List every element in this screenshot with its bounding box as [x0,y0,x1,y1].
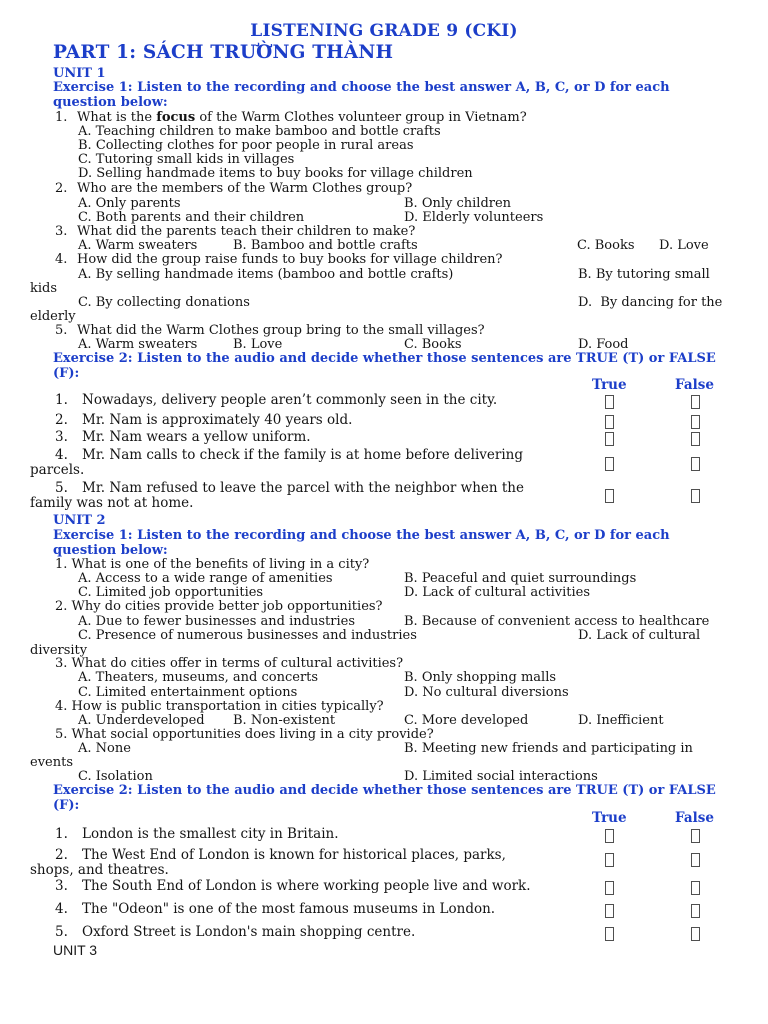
u2-q5-option-a: A. None [78,741,131,756]
u1-q5-option-d: D. Food [578,337,629,352]
u2-q3-option-d: D. No cultural diversions [404,685,569,700]
u2-tf5-true-checkbox[interactable] [605,927,614,941]
u2-tf4-number: 4. [55,901,68,917]
u1-tf3-true-checkbox[interactable] [605,432,614,446]
u1-tf4-false-checkbox[interactable] [691,457,700,471]
u1-tf4-text-line1: Mr. Nam calls to check if the family is at home before delivering [82,447,524,463]
u1-tf5-true-checkbox[interactable] [605,489,614,503]
u1-tf4-number: 4. [55,447,68,463]
u1-q1-option-a: A. Teaching children to make bamboo and bottle crafts [78,124,441,139]
unit1-heading: UNIT 1 [53,66,106,81]
u2-q5-option-b: B. Meeting new friends and participating in [404,741,693,756]
u2-ex1-heading-line2: question below: [53,543,168,558]
u1-true-column-header: True [592,377,627,393]
u2-q5-option-c: C. Isolation [78,769,153,784]
u1-tf3-number: 3. [55,429,68,445]
u1-tf5-text-line2: family was not at home. [30,495,194,511]
u2-tf2-text-line1: The West End of London is known for historical places, parks, [82,847,506,863]
u1-tf2-false-checkbox[interactable] [691,415,700,429]
u2-q2-option-b: B. Because of convenient access to healthcare [404,614,710,629]
u2-tf4-text: The "Odeon" is one of the most famous museums in London. [82,901,496,917]
u1-q3-option-c: C. Books [577,238,635,253]
u2-q2-text: 2. Why do cities provide better job opportunities? [55,599,383,614]
u1-q4-text: How did the group raise funds to buy books for village children? [77,252,503,267]
u1-tf4-true-checkbox[interactable] [605,457,614,471]
u1-q1-text-pre: What is the [77,110,157,125]
u1-ex2-heading-line2: (F): [53,366,80,381]
u2-q3-option-b: B. Only shopping malls [404,670,557,685]
u2-q4-text: 4. How is public transportation in cities typically? [55,699,384,714]
u2-true-column-header: True [592,810,627,826]
u1-q4-option-d-wrap: elderly [30,309,76,324]
u1-ex1-heading-line1: Exercise 1: Listen to the recording and choose the best answer A, B, C, or D for each [53,80,670,95]
u1-q4-option-b-wrap: kids [30,281,58,296]
part-title: PART 1: SÁCH TRƯỜNG THÀNH [53,42,394,63]
u1-q2-option-d: D. Elderly volunteers [404,210,544,225]
u1-tf5-text-line1: Mr. Nam refused to leave the parcel with the neighbor when the [82,480,524,496]
u2-tf5-number: 5. [55,924,68,940]
u2-q3-text: 3. What do cities offer in terms of cultural activities? [55,656,404,671]
u2-q2-option-a: A. Due to fewer businesses and industries [78,614,355,629]
u1-q5-number: 5. [55,323,68,338]
u2-tf2-text-line2: shops, and theatres. [30,862,169,878]
doc-title: LISTENING GRADE 9 (CKI) [250,21,518,41]
u1-q1-option-b: B. Collecting clothes for poor people in rural areas [78,138,414,153]
u1-q1-text-post: of the Warm Clothes volunteer group in Vietnam? [195,110,527,125]
u1-q1-option-c: C. Tutoring small kids in villages [78,152,295,167]
u2-tf2-number: 2. [55,847,68,863]
u1-tf1-text: Nowadays, delivery people aren’t commonly seen in the city. [82,392,498,408]
u2-q2-option-c: C. Presence of numerous businesses and industries [78,628,417,643]
u1-q4-number: 4. [55,252,68,267]
u1-ex2-heading-line1: Exercise 2: Listen to the audio and decide whether those sentences are TRUE (T) or FALSE [53,351,716,366]
u2-tf1-number: 1. [55,826,68,842]
u1-tf1-number: 1. [55,392,68,408]
u2-tf1-text: London is the smallest city in Britain. [82,826,339,842]
u1-tf2-text: Mr. Nam is approximately 40 years old. [82,412,353,428]
u2-q1-text: 1. What is one of the benefits of living in a city? [55,557,370,572]
u1-tf2-true-checkbox[interactable] [605,415,614,429]
u1-q3-number: 3. [55,224,68,239]
u1-q3-option-d: D. Love [659,238,709,253]
u1-q1-text-bold: focus [156,110,196,125]
u2-tf1-true-checkbox[interactable] [605,829,614,843]
u1-q4-option-c: C. By collecting donations [78,295,250,310]
u1-q5-text: What did the Warm Clothes group bring to the small villages? [77,323,485,338]
u2-tf5-text: Oxford Street is London's main shopping centre. [82,924,416,940]
u2-tf2-true-checkbox[interactable] [605,853,614,867]
u2-q4-option-d: D. Inefficient [578,713,664,728]
u1-q2-number: 2. [55,181,68,196]
u1-tf1-true-checkbox[interactable] [605,395,614,409]
u1-tf1-false-checkbox[interactable] [691,395,700,409]
u1-tf4-text-line2: parcels. [30,462,85,478]
u2-ex2-heading-line2: (F): [53,798,80,813]
u1-false-column-header: False [675,377,714,393]
u2-q5-option-d: D. Limited social interactions [404,769,598,784]
u2-q3-option-c: C. Limited entertainment options [78,685,298,700]
u2-q4-option-a: A. Underdeveloped [78,713,205,728]
u2-tf5-false-checkbox[interactable] [691,927,700,941]
u1-q3-option-a: A. Warm sweaters [78,238,198,253]
u2-tf3-true-checkbox[interactable] [605,881,614,895]
u1-q3-option-b: B. Bamboo and bottle crafts [233,238,418,253]
u1-q2-option-b: B. Only children [404,196,512,211]
u2-tf2-false-checkbox[interactable] [691,853,700,867]
u1-tf3-false-checkbox[interactable] [691,432,700,446]
u2-q1-option-c: C. Limited job opportunities [78,585,264,600]
u2-q4-option-b: B. Non-existent [233,713,336,728]
u1-q3-text: What did the parents teach their children to make? [77,224,416,239]
u1-q2-text: Who are the members of the Warm Clothes group? [77,181,413,196]
u2-tf3-text: The South End of London is where working people live and work. [82,878,531,894]
u2-tf4-false-checkbox[interactable] [691,904,700,918]
u1-q1-number: 1. [55,110,68,125]
u1-q1-option-d: D. Selling handmade items to buy books for village children [78,166,473,181]
u2-false-column-header: False [675,810,714,826]
u1-q2-option-c: C. Both parents and their children [78,210,305,225]
u2-q2-option-d: D. Lack of cultural [578,628,701,643]
u2-q5-option-b-wrap: events [30,755,73,770]
u2-ex1-heading-line1: Exercise 1: Listen to the recording and choose the best answer A, B, C, or D for each [53,528,670,543]
u2-q1-option-b: B. Peaceful and quiet surroundings [404,571,637,586]
u2-q1-option-a: A. Access to a wide range of amenities [78,571,333,586]
u2-ex2-heading-line1: Exercise 2: Listen to the audio and decide whether those sentences are TRUE (T) or FALSE [53,783,716,798]
u1-tf5-number: 5. [55,480,68,496]
u1-ex1-heading-line2: question below: [53,95,168,110]
u2-tf3-number: 3. [55,878,68,894]
u1-tf5-false-checkbox[interactable] [691,489,700,503]
u1-tf3-text: Mr. Nam wears a yellow uniform. [82,429,311,445]
unit3-heading: UNIT 3 [53,942,98,958]
u2-tf1-false-checkbox[interactable] [691,829,700,843]
u2-q1-option-d: D. Lack of cultural activities [404,585,590,600]
u1-q4-option-b: B. By tutoring small [578,267,710,282]
u2-q2-option-d-wrap: diversity [30,643,88,658]
u1-q4-option-d: D. By dancing for the [578,295,723,310]
unit2-heading: UNIT 2 [53,513,106,528]
u1-q2-option-a: A. Only parents [78,196,181,211]
u2-q3-option-a: A. Theaters, museums, and concerts [78,670,319,685]
u1-q5-option-a: A. Warm sweaters [78,337,198,352]
u2-tf4-true-checkbox[interactable] [605,904,614,918]
u1-q5-option-c: C. Books [404,337,462,352]
u1-tf2-number: 2. [55,412,68,428]
u1-q1-text [77,110,527,125]
u2-q5-text: 5. What social opportunities does living in a city provide? [55,727,434,742]
u2-q4-option-c: C. More developed [404,713,529,728]
u1-q4-option-a: A. By selling handmade items (bamboo and bottle crafts) [78,267,454,282]
u2-tf3-false-checkbox[interactable] [691,881,700,895]
u1-q5-option-b: B. Love [233,337,283,352]
